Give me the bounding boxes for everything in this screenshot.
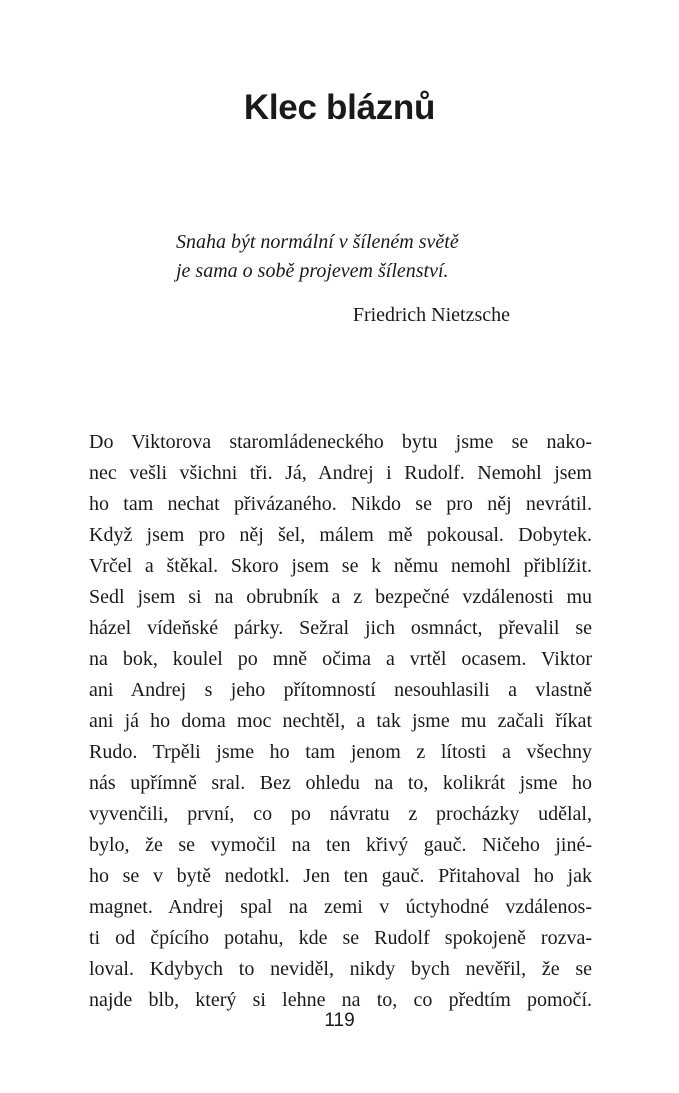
body-line: Vrčel a štěkal. Skoro jsem se k němu nemohl přiblížit. [89,555,592,577]
body-line: nás upřímně sral. Bez ohledu na to, kolikrát jsme ho [89,772,592,794]
body-line: Do Viktorova staromládeneckého bytu jsme se nako- [89,431,592,453]
epigraph [176,228,516,330]
epigraph-line: Snaha být normální v šíleném světě [176,231,459,253]
epigraph-author: Friedrich Nietzsche [352,304,510,326]
body-line: najde blb, který si lehne na to, co předtím pomočí. [89,989,592,1011]
body-line: Sedl jsem si na obrubník a z bezpečné vzdálenosti mu [89,586,592,608]
body-line: nec vešli všichni tři. Já, Andrej i Rudolf. Nemohl jsem [89,462,592,484]
epigraph-line: je sama o sobě projevem šílenství. [176,260,449,282]
body-line: na bok, koulel po mně očima a vrtěl ocasem. Viktor [89,648,592,670]
body-line: magnet. Andrej spal na zemi v úctyhodné vzdálenos- [89,896,592,918]
body-line: loval. Kdybych to neviděl, nikdy bych nevěřil, že se [89,958,592,980]
body-line: ti od čpícího potahu, kde se Rudolf spokojeně rozva- [89,927,592,949]
body-line: Rudo. Trpěli jsme ho tam jenom z lítosti a všechny [89,741,592,763]
body-line: házel vídeňské párky. Sežral jich osmnáct, převalil se [89,617,592,639]
body-line: ani já ho doma moc nechtěl, a tak jsme mu začali říkat [89,710,592,732]
chapter-title: Klec bláznů [243,88,436,127]
body-line: bylo, že se vymočil na ten křivý gauč. Ničeho jiné- [89,834,592,856]
page-number: 119 [324,1010,355,1031]
body-text [89,427,592,1016]
body-line: ho se v bytě nedotkl. Jen ten gauč. Přitahoval ho jak [89,865,592,887]
body-line: Když jsem pro něj šel, málem mě pokousal. Dobytek. [89,524,592,546]
body-line: ani Andrej s jeho přítomností nesouhlasili a vlastně [89,679,592,701]
body-line: vyvenčili, první, co po návratu z procházky udělal, [89,803,592,825]
body-line: ho tam nechat přivázaného. Nikdo se pro něj nevrátil. [89,493,592,515]
